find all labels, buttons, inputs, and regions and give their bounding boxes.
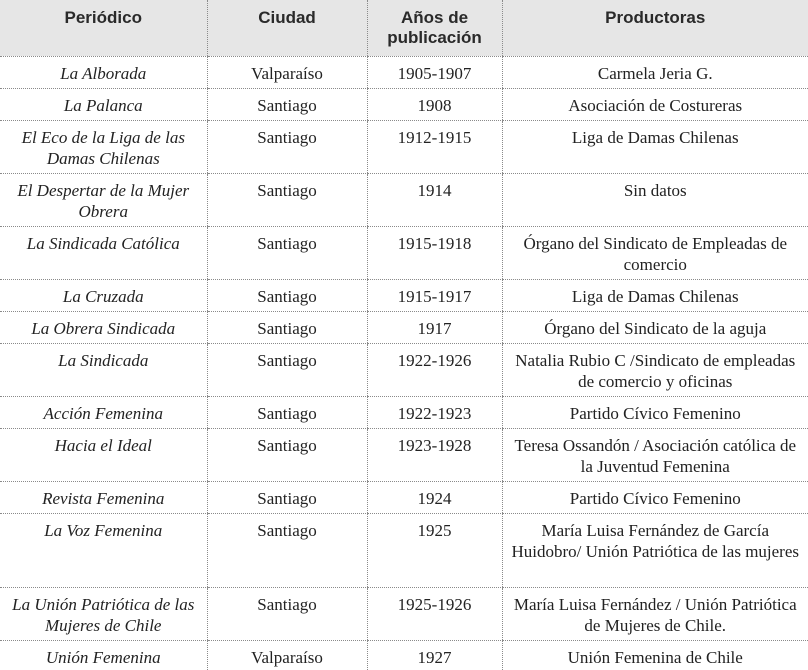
anos-cell: 1922-1923 (367, 396, 502, 428)
ciudad-cell: Valparaíso (207, 56, 367, 88)
ciudad-cell: Santiago (207, 120, 367, 173)
productoras-cell: Liga de Damas Chilenas (502, 120, 808, 173)
anos-cell: 1925-1926 (367, 587, 502, 640)
periodico-cell: La Sindicada (0, 343, 207, 396)
anos-cell: 1915-1917 (367, 279, 502, 311)
anos-cell: 1924 (367, 481, 502, 513)
ciudad-cell: Santiago (207, 396, 367, 428)
table-row (0, 428, 808, 481)
ciudad-cell: Santiago (207, 311, 367, 343)
anos-cell: 1923-1928 (367, 428, 502, 481)
productoras-cell: Liga de Damas Chilenas (502, 279, 808, 311)
header-productoras: Productoras (502, 0, 808, 56)
anos-cell: 1927 (367, 640, 502, 670)
ciudad-cell: Santiago (207, 428, 367, 481)
periodico-cell: Revista Femenina (0, 481, 207, 513)
header-periodico: Periódico (0, 0, 207, 56)
table-row (0, 343, 808, 396)
anos-cell: 1912-1915 (367, 120, 502, 173)
productoras-cell: Órgano del Sindicato de Empleadas de comercio (502, 226, 808, 279)
periodico-cell: Hacia el Ideal (0, 428, 207, 481)
table-body (0, 56, 808, 670)
productoras-cell: Unión Femenina de Chile (502, 640, 808, 670)
ciudad-cell: Santiago (207, 343, 367, 396)
ciudad-cell: Valparaíso (207, 640, 367, 670)
table-row (0, 88, 808, 120)
table-row (0, 56, 808, 88)
table-row (0, 640, 808, 670)
ciudad-cell: Santiago (207, 513, 367, 587)
table-row (0, 279, 808, 311)
ciudad-cell: Santiago (207, 279, 367, 311)
productoras-cell: Sin datos (502, 173, 808, 226)
table-row (0, 396, 808, 428)
periodico-cell: La Cruzada (0, 279, 207, 311)
periodico-cell: La Sindicada Católica (0, 226, 207, 279)
periodico-cell: Unión Femenina (0, 640, 207, 670)
anos-cell: 1917 (367, 311, 502, 343)
productoras-cell: Carmela Jeria G. (502, 56, 808, 88)
ciudad-cell: Santiago (207, 226, 367, 279)
productoras-cell: María Luisa Fernández / Unión Patriótica de Mujeres de Chile. (502, 587, 808, 640)
productoras-cell: Partido Cívico Femenino (502, 396, 808, 428)
anos-cell: 1915-1918 (367, 226, 502, 279)
periodico-cell: La Obrera Sindicada (0, 311, 207, 343)
header-anos: Años de publicación (367, 0, 502, 56)
productoras-cell: Órgano del Sindicato de la aguja (502, 311, 808, 343)
productoras-cell: Asociación de Costureras (502, 88, 808, 120)
anos-cell: 1908 (367, 88, 502, 120)
periodico-cell: La Alborada (0, 56, 207, 88)
periodico-cell: La Palanca (0, 88, 207, 120)
ciudad-cell: Santiago (207, 173, 367, 226)
table-row (0, 311, 808, 343)
anos-cell: 1925 (367, 513, 502, 587)
table-header (0, 0, 808, 56)
table-row (0, 226, 808, 279)
productoras-cell: Partido Cívico Femenino (502, 481, 808, 513)
periodico-cell: La Voz Femenina (0, 513, 207, 587)
header-ciudad: Ciudad (207, 0, 367, 56)
periodico-cell: El Eco de la Liga de las Damas Chilenas (0, 120, 207, 173)
anos-cell: 1905-1907 (367, 56, 502, 88)
header-row (0, 0, 808, 56)
table-row (0, 120, 808, 173)
anos-cell: 1914 (367, 173, 502, 226)
ciudad-cell: Santiago (207, 481, 367, 513)
table-row (0, 587, 808, 640)
table-row (0, 481, 808, 513)
anos-cell: 1922-1926 (367, 343, 502, 396)
periodico-cell: La Unión Patriótica de las Mujeres de Chile (0, 587, 207, 640)
periodico-cell: El Despertar de la Mujer Obrera (0, 173, 207, 226)
ciudad-cell: Santiago (207, 88, 367, 120)
periodico-cell: Acción Femenina (0, 396, 207, 428)
productoras-cell: Natalia Rubio C /Sindicato de empleadas de comercio y oficinas (502, 343, 808, 396)
ciudad-cell: Santiago (207, 587, 367, 640)
productoras-cell: María Luisa Fernández de García Huidobro/ Unión Patriótica de las mujeres (502, 513, 808, 587)
productoras-cell: Teresa Ossandón / Asociación católica de la Juventud Femenina (502, 428, 808, 481)
table-row (0, 513, 808, 587)
table-row (0, 173, 808, 226)
